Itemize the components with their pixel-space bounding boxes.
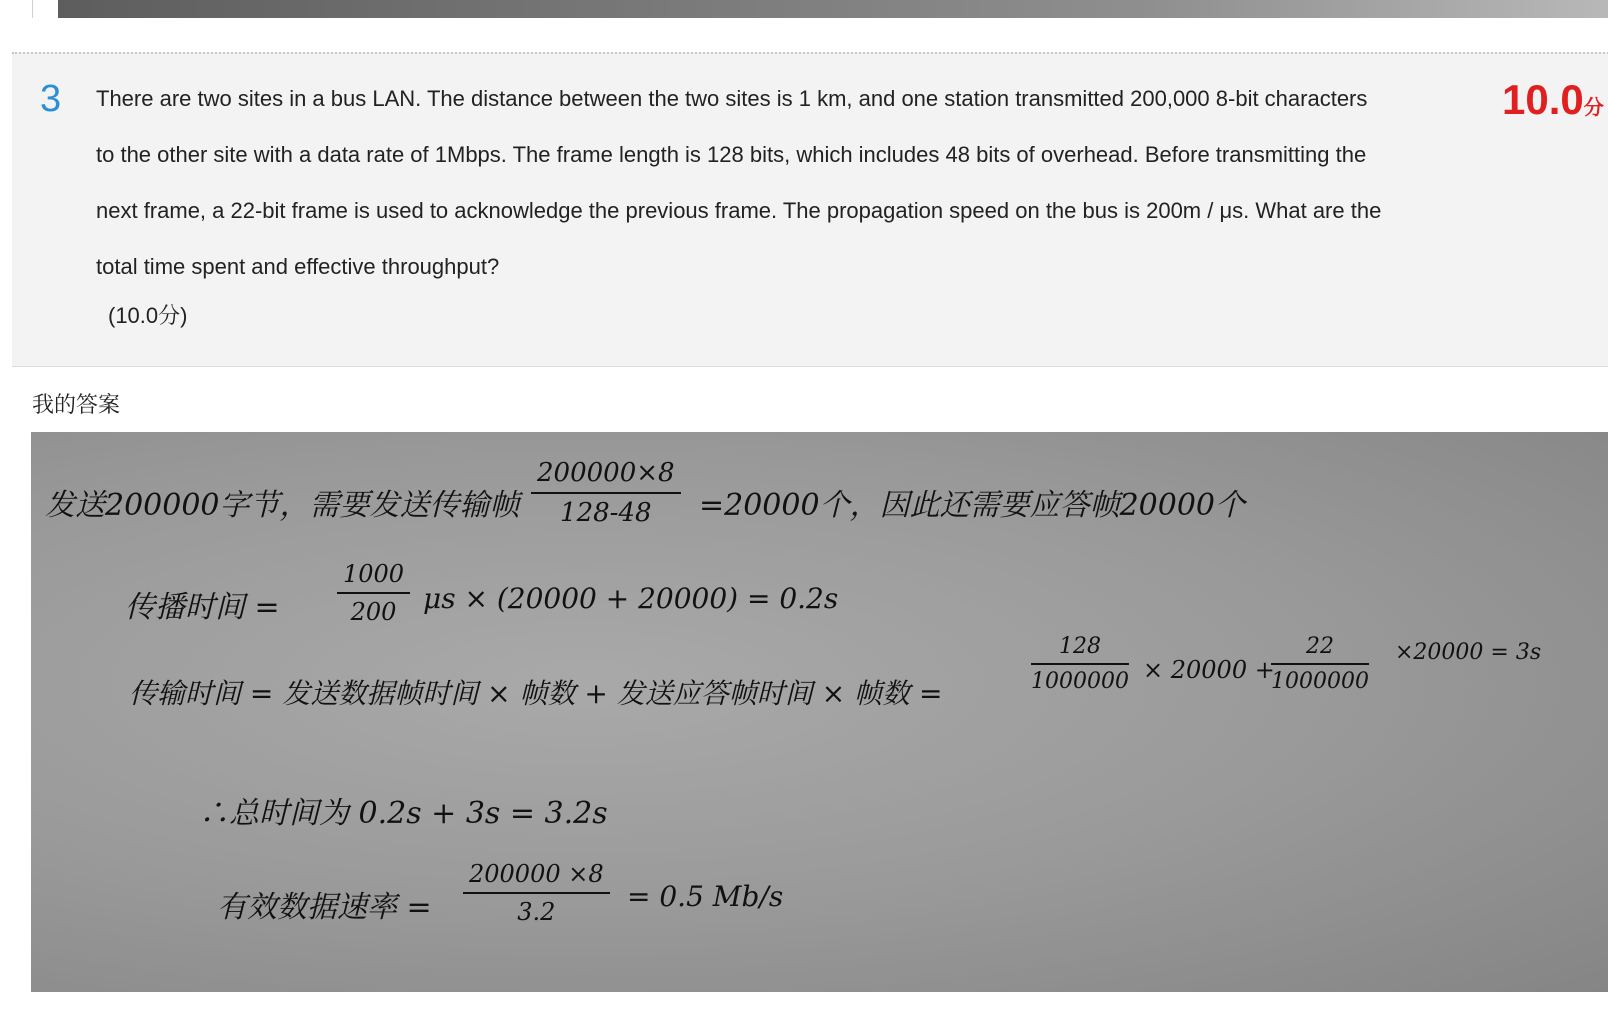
fraction-numerator: 1000 (337, 560, 410, 594)
handwriting-fraction-ack-frame (1271, 634, 1369, 694)
fraction-denominator: 200 (350, 598, 397, 626)
answer-photo[interactable] (31, 432, 1608, 992)
question-text: There are two sites in a bus LAN. The distance between the two sites is 1 km, and one station transmitted 200,000 8-bit characters to the other site with a data rate of 1Mbps. The frame length is 128 bits, which includes 48 bits of overhead. Before transmitting the next frame, a 22-bit frame is used to acknowledge the previous frame. The propagation speed on the bus is 200m / μs. What are the total time spent and effective throughput? (96, 86, 1382, 279)
handwriting-line-2-suffix: μs × (20000 + 20000) = 0.2s (423, 582, 839, 615)
score-value: 10.0 (1502, 76, 1584, 123)
fraction-numerator: 22 (1271, 634, 1369, 665)
previous-answer-photo (58, 0, 1608, 18)
my-answer-label: 我的答案 (32, 393, 121, 418)
handwriting-fraction-propagation (337, 560, 410, 626)
score-unit: 分 (1583, 97, 1604, 119)
handwriting-line-2-prefix: 传播时间 = (125, 590, 280, 625)
question-card (12, 52, 1608, 367)
question-points: (10.0分) (108, 303, 188, 328)
fraction-denominator: 1000000 (1271, 669, 1369, 694)
question-score (1502, 76, 1604, 124)
top-divider-line (32, 0, 33, 18)
fraction-denominator: 3.2 (517, 898, 556, 926)
handwriting-fraction-frames (531, 458, 681, 528)
handwriting-line-1-suffix: =20000个，因此还需要应答帧20000个 (699, 488, 1246, 523)
handwriting-fraction-data-frame (1031, 634, 1129, 694)
handwriting-line-3-mid: × 20000 + (1143, 656, 1275, 684)
fraction-denominator: 128-48 (560, 498, 652, 528)
handwriting-line-4-total-time: ∴总时间为 0.2s + 3s = 3.2s (199, 796, 608, 831)
fraction-denominator: 1000000 (1031, 669, 1129, 694)
handwriting-line-3-suffix: ×20000 = 3s (1395, 640, 1542, 665)
fraction-numerator: 200000 ×8 (463, 860, 610, 894)
handwriting-line-5-prefix: 有效数据速率 = (217, 890, 432, 925)
fraction-numerator: 128 (1031, 634, 1129, 665)
handwriting-line-5-suffix: = 0.5 Mb/s (627, 880, 784, 913)
fraction-numerator: 200000×8 (531, 458, 681, 494)
handwriting-line-1-prefix: 发送200000字节，需要发送传输帧 (45, 488, 520, 523)
handwriting-line-3-prefix: 传输时间 = 发送数据帧时间 × 帧数 + 发送应答帧时间 × 帧数 = (129, 677, 943, 710)
question-number: 3 (40, 78, 62, 120)
handwriting-fraction-throughput (463, 860, 610, 926)
